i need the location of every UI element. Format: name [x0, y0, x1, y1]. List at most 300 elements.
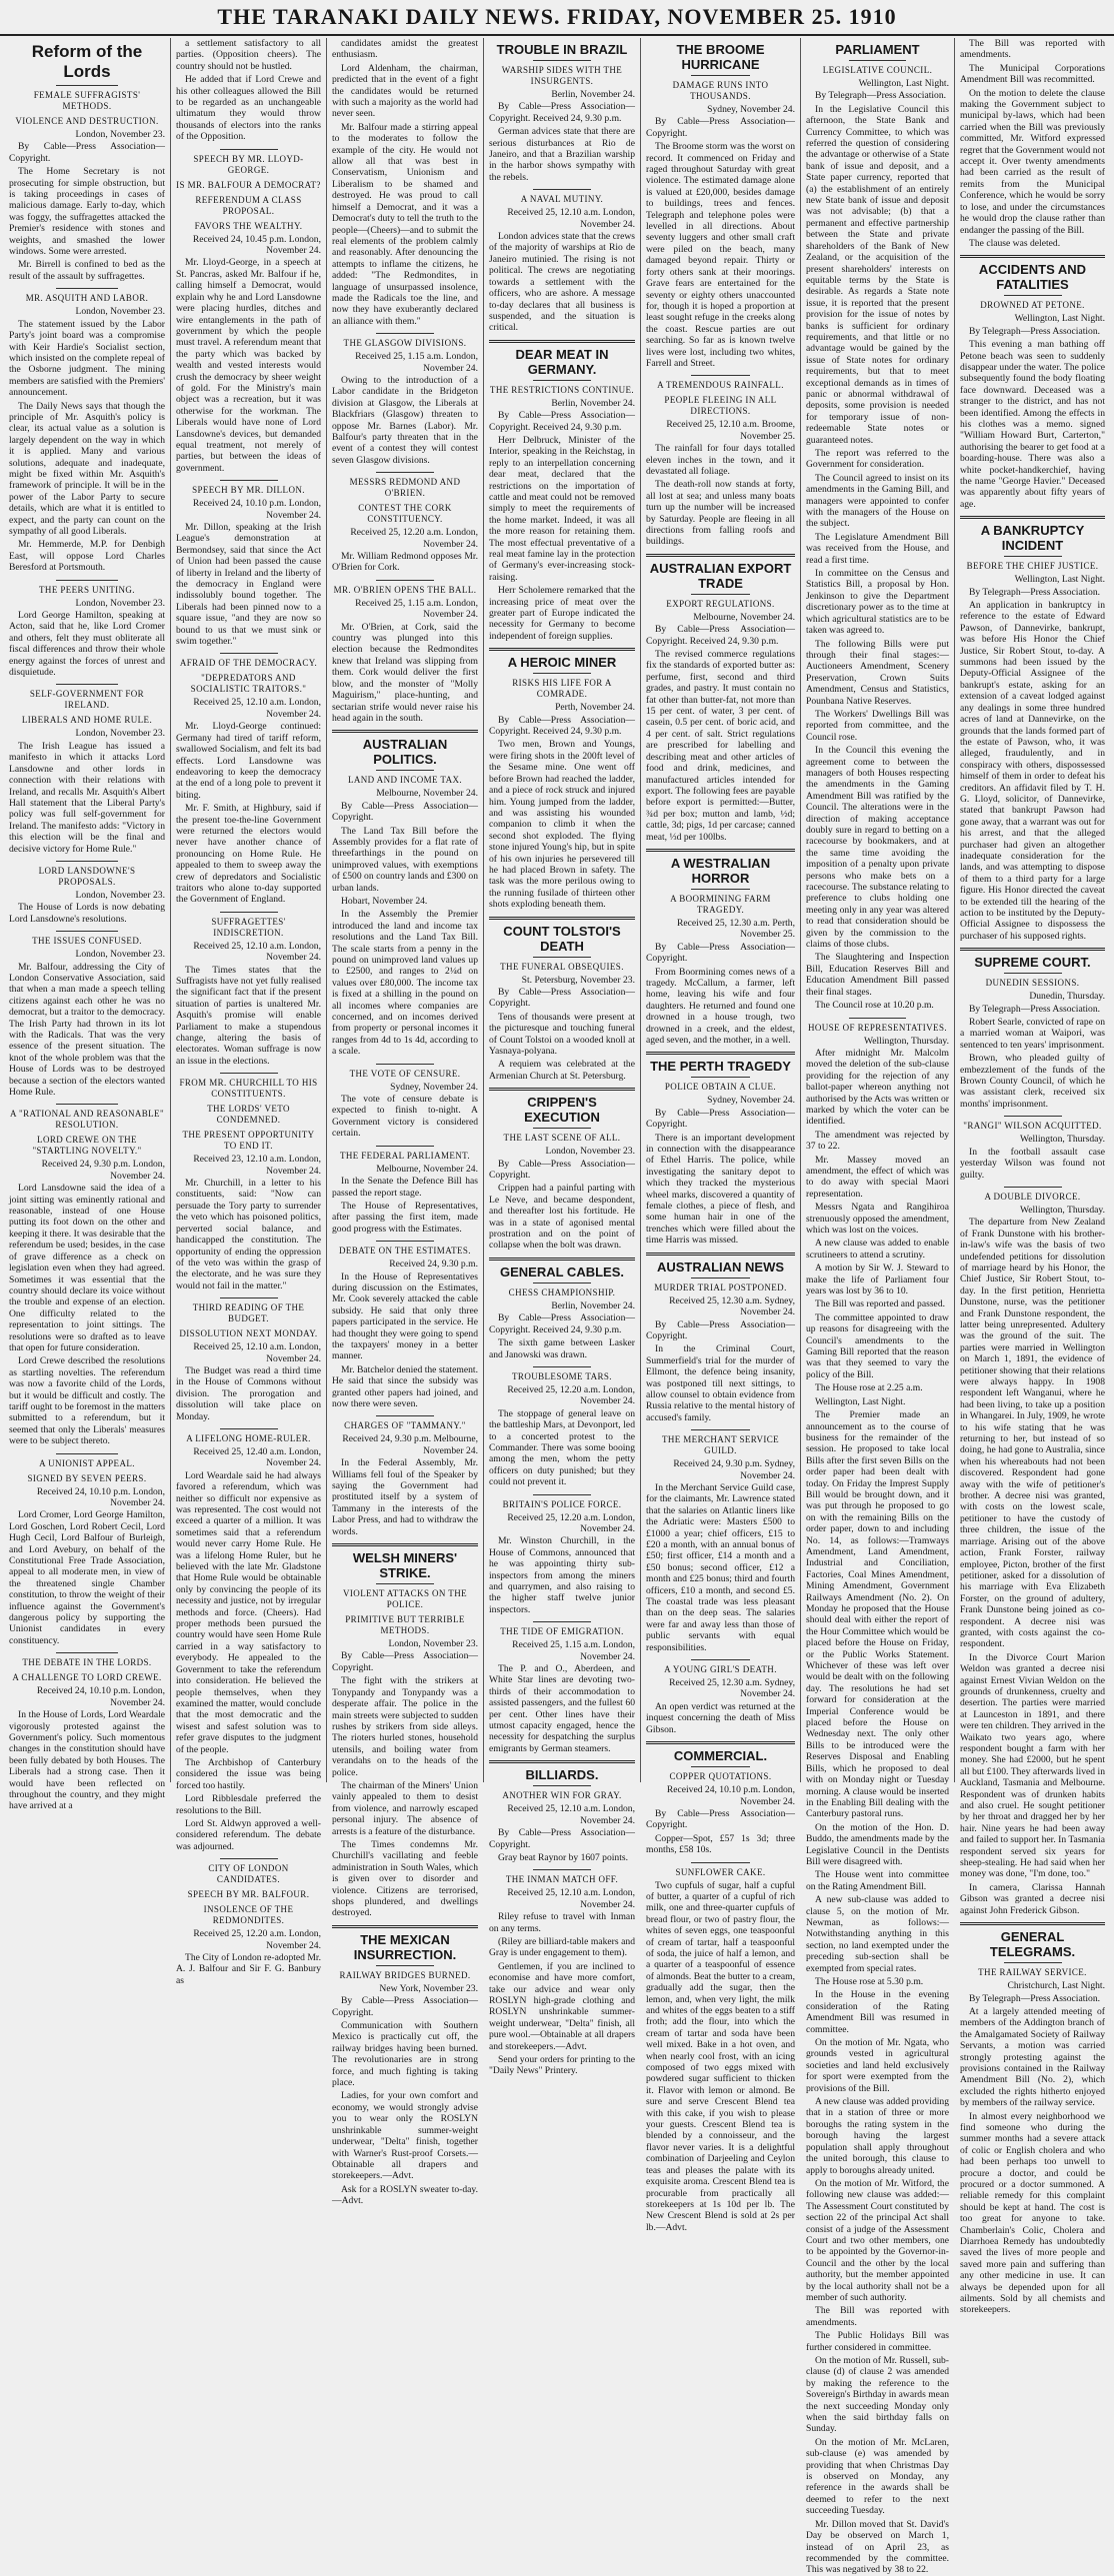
subsection-rule: [1004, 1187, 1062, 1188]
article-paragraph: The statement issued by the Labor Party's joint board was a compromise with Keir Hardie's Socialist section, which insisted on the complete repeal of the Osborne judgment. The mining members are satisfied with the Premiers' announcement.: [9, 318, 165, 399]
headline-rule: [533, 60, 591, 61]
article-subheading: THE VOTE OF CENSURE.: [349, 1068, 461, 1079]
article-paragraph: The sixth game between Lasker and Janowski was drawn.: [489, 1337, 635, 1360]
article-paragraph: The Municipal Corporations Amendment Bill was recommitted.: [960, 62, 1105, 86]
subsection-rule: [1004, 1116, 1062, 1117]
section-divider: [489, 648, 635, 651]
article-section: [9, 288, 165, 573]
article-paragraph: The Broome storm was the worst on record. It commenced on Friday and raged throughout Saturday with great violence. The estimated damage alone is valued at £20,000, besides damage to buildings, trees and fences. Telegraph and telephone poles were levelled in all directions. About seventy luggers and other small craft were piled on the beach, many damaged beyond repair. Thirty or forty others sank at their moorings. Grave fears are entertained for the seventy or eighty others unaccounted for, though it is hoped a proportion at least sought refuge in the creeks along the coast. Rescue parties are out searching. So far as is known twelve lives were lost, including two whites, Farrell and Street.: [646, 141, 795, 369]
article-headline: ACCIDENTS AND FATALITIES: [978, 262, 1087, 293]
article-subheading: A DOUBLE DIVORCE.: [984, 1191, 1081, 1202]
subsection-rule: [56, 861, 118, 862]
article-headline: A WESTRALIAN HORROR: [670, 855, 771, 886]
subsection-rule: [220, 1073, 278, 1074]
section-divider: [489, 917, 635, 920]
article-dateline: London, November 23.: [75, 129, 165, 140]
article-paragraph: By Cable—Press Association—Copyright.: [489, 986, 635, 1010]
article-paragraph: The House of Lords is now debating Lord Lansdowne's resolutions.: [9, 902, 165, 925]
article-paragraph: Robert Searle, convicted of rape on a married woman at Waipori, was sentenced to ten years' imprisonment.: [960, 1017, 1105, 1051]
article-subheading: MR. O'BRIEN OPENS THE BALL.: [333, 584, 477, 595]
subsection-rule: [533, 1366, 591, 1367]
subsection-rule: [56, 684, 118, 685]
article-subheading: CONTEST THE CORK CONSTITUENCY.: [358, 503, 452, 525]
article-paragraph: The Archbishop of Canterbury considered the issue was being forced too hastily.: [176, 1756, 321, 1791]
article-dateline: Received 24, 10.45 p.m. London, November 24.: [192, 233, 321, 257]
subsection-rule: [376, 1064, 434, 1065]
article-subheading: VIOLENT ATTACKS ON THE POLICE.: [343, 1588, 467, 1610]
article-dateline: Received 25, 12.10 a.m. London, November 24.: [193, 940, 321, 964]
article-paragraph: In the Legislative Council this afternoon, the State Bank and Currency Committee, to which was referred the question of considering the advantage or otherwise of a State bank of issue and deposit, and a State paper currency, reported that (a) the establishment of an entirely new State bank of issue and deposit was not advisable; (b) that a permanent and effective partnership between the State and private shareholders of the Bank of New Zealand, or the acquisition of the present shareholders' interests on equitable terms by the State is desirable. As regards a State note issue, it is reported that the present provision for the issue of notes by banks is sufficient for ordinary requirements, and that little or no advantage would be gained by the issue of State notes for ordinary requirements, but that to meet exceptional demands as in times of panic or abnormal withdrawal of deposits, some provision is needed for temporary issue of non-redeemable State notes or guaranteed notes.: [806, 103, 949, 446]
article-section: [960, 255, 1105, 510]
article-dateline: Wellington, Last Night.: [858, 78, 949, 89]
article-dateline: Received 25, 12.20 a.m. London, November 24.: [507, 1511, 635, 1534]
article-subheading: THE FEDERAL PARLIAMENT.: [339, 1150, 471, 1161]
article-paragraph: An open verdict was returned at the inquest concerning the death of Miss Gibson.: [646, 1700, 795, 1735]
article-subheading: SIGNED BY SEVEN PEERS.: [27, 1472, 147, 1483]
subsection-rule: [533, 1869, 591, 1870]
article-paragraph: A motion by Sir W. J. Steward to make the life of Parliament four years was lost by 36 to 10.: [806, 1263, 949, 1297]
section-divider: [332, 730, 478, 733]
article-paragraph: The death-roll now stands at forty, all lost at sea; and unless many boats turn up the number will be increased by Saturday. People are fleeing in all directions from falling roofs and buildings.: [646, 479, 795, 548]
section-divider: [960, 948, 1105, 951]
article-paragraph: Mr. Winston Churchill, in the House of Commons, announced that he was appointing thirty sub-inspectors from among the miners and quarrymen, and also raising to the higher staff twelve junior inspectors.: [489, 1535, 635, 1615]
article-paragraph: The report was referred to the Government for consideration.: [806, 448, 949, 471]
article-paragraph: The Daily News says that though the principle of Mr. Asquith's policy is clear, its actual value as a solution is largely dependent on the way in which it is applied. Many and various solutions, adequate and inadequate, might be fixed within Mr. Asquith's framework of principle. It will be in the power of the Labor Party to secure details, which are what it is entitled to expect, and the party can count on the sympathy of all good Liberals.: [9, 400, 165, 537]
article-headline: TROUBLE IN BRAZIL: [496, 42, 628, 57]
subsection-rule: [691, 1429, 751, 1430]
article-paragraph: The Council agreed to insist on its amendments in the Gaming Bill, and managers were appointed to confer with the managers of the House on the subject.: [806, 472, 949, 530]
article-subheading: A CHALLENGE TO LORD CREWE.: [12, 1672, 162, 1683]
article-paragraph: By Cable—Press Association—Copyright.: [9, 141, 165, 164]
article-subheading: A TREMENDOUS RAINFALL.: [657, 380, 784, 391]
article-subheading: THE TIDE OF EMIGRATION.: [500, 1626, 624, 1637]
article-subheading: INSOLENCE OF THE REDMONDITES.: [203, 1904, 294, 1926]
headline-rule: [533, 1283, 591, 1284]
article-headline: GENERAL TELEGRAMS.: [989, 1929, 1076, 1960]
article-dateline: Sydney, November 24.: [707, 1095, 795, 1107]
article-paragraph: There is an important development in connection with the disappearance of Ethel Harris. The police, while investigating the sanitary depot to which they tracked the mysterious wheel marks, discovered a quantity of female clothes, a piece of flesh, and some human hair in one of the trenches which were filled about the time Harris was missed.: [646, 1132, 795, 1247]
article-paragraph: Lord Lansdowne said the idea of a joint sitting was eminently rational and reasonable, instead of one House putting its foot down on the other and keeping it there. It was desirable that the referendum be used; besides, in the case of grave difference as a check on legislation even when they had agreed. Sometimes it was essential that the country should declare its voice without the trouble and expense of an election. One difficulty related to the representation to joint sittings. The resolutions were so drafted as to leave that open for future consideration.: [9, 1183, 165, 1353]
article-paragraph: Mr. Dillon moved that St. David's Day be observed on March 1, instead of on April 23, as recommended by the committee. This was negatived by 38 to 22.: [806, 2518, 949, 2576]
article-subheading: CHARGES OF "TAMMANY.": [344, 1420, 466, 1431]
article-subheading: RAILWAY BRIDGES BURNED.: [339, 1969, 471, 1980]
headline-rule: [1004, 556, 1062, 557]
article-headline: DEAR MEAT IN GERMANY.: [515, 346, 609, 377]
article-section: [806, 1018, 949, 2576]
article-paragraph: By Telegraph—Press Association.: [969, 586, 1101, 598]
article-dateline: Received 24, 10.10 p.m. London, November 24.: [36, 1485, 165, 1508]
article-paragraph: In the Assembly the Premier introduced the land and income tax resolutions and the Land Tax Bill. The scale starts from a penny in the pound on unimproved land values up to £2500, and ranges to 2¼d on values over £80,000. The income tax is fixed at a shilling in the pound on all incomes where companies are concerned, and on incomes derived from property or personal incomes it ranges from 4d to 1s 4d, according to a scale.: [332, 909, 478, 1058]
article-section: [489, 1869, 635, 2077]
headline-rule: [533, 1785, 591, 1786]
article-section: [646, 1862, 795, 2234]
article-subheading: LORD LANSDOWNE'S PROPOSALS.: [38, 865, 136, 887]
column-1: [4, 38, 170, 1812]
article-paragraph: a settlement satisfactory to all parties. (Opposition cheers). The country should not be hustled.: [176, 38, 321, 72]
article-subheading: A BOORMINING FARM TRAGEDY.: [670, 893, 771, 915]
article-subheading: A UNIONIST APPEAL.: [39, 1457, 135, 1468]
article-section: [960, 948, 1105, 1110]
article-paragraph: In the Council this evening the agreement come to between the managers of both Houses respecting the amendments in the Gaming Amendment Bill was ratified by the Council. The alterations were in the direction of making acceptance doubly sure in regard to betting on a racecourse by bookmakers, and at the same time avoiding the imposition of a penalty upon private persons who make bets on a racecourse. The substance relating to preference to clubs holding one meeting only in any year was altered to read that consideration should be given by the commission to the claims of those clubs.: [806, 745, 949, 951]
article-dateline: Received 24, 10.10 p.m. London, November 24.: [666, 1784, 795, 1807]
article-dateline: St. Petersburg, November 23.: [521, 974, 635, 986]
article-paragraph: Mr. William Redmond opposes Mr. O'Brien for Cork.: [332, 551, 478, 574]
article-paragraph: The Council rose at 10.20 p.m.: [815, 1000, 934, 1012]
article-paragraph: By Telegraph—Press Association.: [815, 90, 947, 102]
article-dateline: Received 25, 12.10 a.m. London, November 24.: [507, 207, 635, 230]
article-paragraph: Gentlemen, if you are inclined to economise and have more comfort, take our advice and wear only ROSLYN high-grade clothing and ROSLYN unshrinkable summer-weight underwear, "Delta" finish, all pure wool.—Obtainable at all drapers and storekeepers.—Advt.: [489, 1960, 635, 2052]
article-dateline: Received 25, 12.20 a.m. London, November 24.: [350, 527, 478, 550]
article-paragraph: The Times condemns Mr. Churchill's vacillating and feeble administration in South Wales, which is given over to disorder and violence. Citizens are terrorised, shops plundered, and dwellings destroyed.: [332, 1838, 478, 1919]
section-divider: [332, 1543, 478, 1546]
article-subheading: MESSRS REDMOND AND O'BRIEN.: [349, 477, 461, 499]
article-dateline: London, November 23.: [545, 1146, 635, 1158]
article-subheading: A LIFELONG HOME-RULER.: [186, 1432, 311, 1443]
article-paragraph: In the Senate the Defence Bill has passed the report stage.: [332, 1176, 478, 1199]
article-section: [646, 1253, 795, 1423]
article-dateline: London, November 23.: [388, 1638, 478, 1650]
subsection-rule: [220, 480, 278, 481]
article-paragraph: London advices state that the crews of the majority of warships at Rio de Janeiro mutinied. The rising is not political. The crews are negotiating towards a settlement with the officers, who are ashore. A message to-day declares that all business is suspended, and the situation is critical.: [489, 231, 635, 334]
article-paragraph: The Budget was read a third time in the House of Commons without division. The prorogation and dissolution will take place on Monday.: [176, 1364, 321, 1422]
article-subheading: FROM MR. CHURCHILL TO HIS CONSTITUENTS.: [179, 1078, 318, 1100]
article-dateline: London, November 23.: [75, 728, 165, 740]
headline-rule: [691, 1766, 751, 1767]
article-subheading: "RANGI" WILSON ACQUITTED.: [963, 1121, 1102, 1132]
article-paragraph: On the motion of Mr. Ngata, who grounds vested in agricultural societies and land held exclusively for sport were exempted from the provisions of the Bill.: [806, 2037, 949, 2094]
subsection-rule: [849, 1018, 906, 1019]
masthead-title: THE TARANAKI DAILY NEWS. FRIDAY, NOVEMBER 25. 1910: [217, 4, 897, 29]
article-paragraph: Tens of thousands were present at the picturesque and touching funeral of Count Tolstoi on a wooded knoll at Yasnaya-polyana.: [489, 1011, 635, 1057]
article-subheading: BEFORE THE CHIEF JUSTICE.: [966, 561, 1099, 572]
article-subheading: AFRAID OF THE DEMOCRACY.: [179, 658, 318, 669]
article-section: [332, 333, 478, 466]
article-paragraph: By Cable—Press Association—Copyright.: [332, 800, 478, 824]
article-paragraph: Lord St. Aldwyn approved a well-considered referendum. The debate was adjourned.: [176, 1817, 321, 1852]
article-paragraph: The fight with the strikers at Tonypandy and Tonypandy was a desperate affair. The police in the main streets were subjected to sudden rushes by strikers from side alleys. The rioters hurled stones, household utensils, and boiling water from verandahs on to the heads of the police.: [332, 1675, 478, 1778]
article-section: [489, 1760, 635, 1863]
article-paragraph: After midnight Mr. Malcolm moved the deletion of the sub-clause providing for the rejection of any ballot-paper whereon anything not authorised by the Acts was written or marked by which the voter can be identified.: [806, 1047, 949, 1128]
article-paragraph: The clause was deleted.: [969, 237, 1061, 249]
article-paragraph: Herr Delbruck, Minister of the Interior, speaking in the Reichstag, in reply to an interpellation concerning dear meat, declared that the restrictions on the importation of cattle and meat could not be removed simply to meet the requirements of the home market. Indeed, it was all the more reason for retaining them. The most effectual preventative of a real meat famine lay in the protection of Germany's ever-increasing stock-raising.: [489, 434, 635, 583]
article-dateline: Received 25, 12.30 a.m. Sydney, November 24.: [669, 1677, 795, 1700]
subsection-rule: [533, 1621, 591, 1622]
headline-rule: [691, 889, 751, 890]
article-paragraph: On the motion to delete the clause making the Government subject to municipal by-laws, which had been carried when the Bill was previously committed, Mr. Witford expressed regret that the Government would not accept it. Over twenty amendments had been carried as the result of remits from the Municipal Conference, which he would be sorry to lose, and under the circumstances he would drop the clause rather than endanger the passing of the Bill.: [960, 87, 1105, 236]
article-subheading: SPEECH BY MR. BALFOUR.: [187, 1889, 310, 1900]
article-paragraph: The Slaughtering and Inspection Bill, Education Reserves Bill and Education Amendment Bill passed their final stages.: [806, 952, 949, 998]
article-paragraph: The amendment was rejected by 37 to 22.: [806, 1129, 949, 1153]
article-section: [332, 730, 478, 1057]
article-subheading: PRIMITIVE BUT TERRIBLE METHODS.: [345, 1614, 465, 1636]
headline-rule: [1004, 1962, 1062, 1963]
article-paragraph: Ask for a ROSLYN sweater to-day.—Advt.: [332, 2183, 478, 2207]
headline-rule: [533, 673, 591, 674]
article-paragraph: Copper—Spot, £57 1s 3d; three months, £58 10s.: [646, 1832, 795, 1856]
article-paragraph: The Public Holidays Bill was further considered in committee.: [806, 2330, 949, 2353]
article-paragraph: By Cable—Press Association—Copyright.: [332, 1650, 478, 1673]
article-dateline: Berlin, November 24.: [551, 89, 635, 100]
article-section: [489, 648, 635, 910]
article-paragraph: On the motion of the Hon. D. Buddo, the amendments made by the Legislative Council in the Dentists Bill were disagreed with.: [806, 1821, 949, 1867]
article-dateline: London, November 23.: [75, 889, 165, 901]
article-subheading: VIOLENCE AND DESTRUCTION.: [15, 116, 159, 126]
article-subheading: LORD CREWE ON THE "STARTLING NOVELTY.": [32, 1135, 142, 1157]
article-subheading: HOUSE OF REPRESENTATIVES.: [807, 1022, 948, 1033]
article-subheading: CITY OF LONDON CANDIDATES.: [208, 1863, 289, 1885]
article-section: [646, 1052, 795, 1246]
subsection-rule: [533, 1494, 591, 1495]
article-paragraph: By Cable—Press Association—Copyright.: [646, 1318, 795, 1341]
article-paragraph: Mr. O'Brien, at Cork, said the country was plunged into this election because the Redmondites knew that Ireland was slipping from them. Cork would deliver the first blow, and the monster of "Molly Maguirism," place-hunting, and sectarian strife would never raise his head again in the south.: [332, 621, 478, 724]
article-dateline: Perth, November 24.: [555, 702, 635, 714]
article-subheading: DAMAGE RUNS INTO THOUSANDS.: [672, 80, 769, 101]
article-section: [332, 1146, 478, 1235]
article-paragraph: The Bill was reported and passed.: [815, 1298, 946, 1310]
article-paragraph: In the House of Representatives during discussion on the Estimates, Mr. Cook severely attacked the cable subsidy. He said that only three papers participated in the service. He had thought they were going to spend the taxpayers' money in a better manner.: [332, 1271, 478, 1362]
article-paragraph: On the motion of Mr. McLaren, sub-clause (e) was amended by providing that when Christmas Day is observed on Monday, any reference in the awards shall be deemed to refer to the next succeeding Tuesday.: [806, 2436, 949, 2517]
article-paragraph: By Cable—Press Association—Copyright. Received 24, 9.30 p.m.: [489, 410, 635, 433]
article-paragraph: Two cupfuls of sugar, half a cupful of butter, a quarter of a cupful of rich milk, one and three-quarter cupfuls of bread flour, or two of pastry flour, the whites of seven eggs, one teaspoonful of cream of tartar, half a teaspoonful of soda, the juice of half a lemon, and a quarter of a teaspoonful of essence of almonds. Beat the butter to a cream, gradually add the sugar, then the lemon, and, when very light, the milk and whites of the eggs beaten to a stiff froth; add the flour, into which the cream of tartar and soda have been well mixed. Bake in a hot oven, and when nearly cool frost, with an icing composed of two eggs mixed with powdered sugar sufficient to thicken it. Flavor with lemon or almond. Be sure and serve Crescent Blend tea with this cake, if you wish to please your guests. Crescent Blend tea is blended by a connoisseur, and the flavor never varies. It is a delightful combination of Darjeeling and Ceylon teas and pleases the palate with its exquisite aroma. Crescent Blend tea is procurable from practically all storekeepers at 1s 10d per lb. The New Crescent Blend is sold at 2s per lb.—Advt.: [646, 1879, 795, 2233]
article-section: [489, 340, 635, 643]
article-section: [176, 1858, 321, 1986]
article-subheading: LEGISLATIVE COUNCIL.: [822, 65, 933, 75]
article-section: [9, 580, 165, 679]
article-subheading: "DEPREDATORS AND SOCIALISTIC TRAITORS.": [190, 673, 307, 695]
article-section: [332, 1064, 478, 1140]
article-paragraph: The Premier made an announcement as to the course of business for the remainder of the session. He proposed to take local Bills after the first seven Bills on the order paper had been dealt with today. On Friday the Imprest Supply Bill would be brought down, and it was put through he proposed to go on with the remaining Bills on the order paper, down to and including No. 14, as follows:—Tramways Amendment, Land Amendment, Industrial and Conciliation, Factories, Coal Mines Amendment, Mining Amendment, Government Railways Amendment (No. 2). On Monday he proposed that the House should deal with either the report of the Hour Committee which would be placed before the House on Friday, or the Public Works Statement. Whichever of these was left over would be dealt with on the following day. The resolutions he had set forward for consideration at the Imperial Conference would be placed before the House on Wednesday next. The only other Bills to be introduced were the Reserves Disposal and Enabling Bills, which he proposed to deal with on Monday night or Tuesday morning. A clause would be inserted in the Enabling Bill dealing with the Canterbury pastoral runs.: [806, 1409, 949, 1820]
article-headline: THE BROOME HURRICANE: [676, 42, 765, 72]
article-paragraph: The departure from New Zealand of Frank Dunstone with his brother-in-law's wife was the basis of two undefended petitions for dissolution of marriage heard by his Honor, the Chief Justice, Sir Robert Stout, to-day. In the first petition, Henrietta Dunstone, nurse, was the petitioner and Frank Dunstone respondent, the latter being unrepresented. Adultery was the ground of the suit. The parties were married in Wellington on March 1, 1891, the evidence of petitioner showing that their relations were always happy. In 1908 respondent left Wanganui, where he had been living, to take up a position in Whangarei. In July, 1909, he wrote to his wife stating that he was returning to her, but instead of so doing, he had gone to Australia, since when his whereabouts had not been discovered. Respondent had gone away with the wife of petitioner's brother. A decree nisi was granted, with costs on the lowest scale, petitioner to have the custody of three children, the issue of the marriage. Arising out of the above action, Frank Forster, railway employee, Picton, brother of the first petitioner, asked for a dissolution of his marriage with Eva Elizabeth Forster, on the ground of adultery, Frank Dunstone being joined as co-respondent. A decree nisi was granted, with costs against the co-respondent.: [960, 1217, 1105, 1650]
article-paragraph: In the Federal Assembly, Mr. Williams fell foul of the Speaker by saying the Government had prostituted itself by a system of Tammany in the interests of the Labor Press, and had to withdraw the words.: [332, 1457, 478, 1537]
article-subheading: THE DEBATE IN THE LORDS.: [22, 1657, 152, 1668]
article-section: [960, 1187, 1105, 1916]
article-paragraph: An application in bankruptcy in reference to the estate of Edward Pawson, of Dannevirke, bankrupt, was before His Honor the Chief Justice, Sir Robert Stout, to-day. A summons had been issued by the Deputy-Official Assignee of the bankrupt's estate, asking for an extension of a caveat lodged against any dealings in some three hundred acres of land at Dannevirke, on the grounds that the lands formed part of the estate of Pawson, who, it was alleged, fraudulently, and in conspiracy with others, dispossessed himself of them in order to defeat his creditors. An affidavit filed by T. H. G. Lloyd, solicitor, of Dannevirke, stated that bankrupt Pawson had gone away, that a warrant was out for his arrest, and that the alleged purchaser had given an altogether inadequate consideration for the lands, and was attempting to dispose of them to a third party for a large figure. His Honor directed the caveat to be extended till the hearing of the action to be instituted by the Deputy-Official Assignee to dispossess the purchaser of his supposed rights.: [960, 600, 1105, 942]
article-paragraph: By Telegraph—Press Association.: [969, 1003, 1101, 1015]
article-paragraph: By Cable—Press Association—Copyright.: [646, 941, 795, 965]
article-headline: A HEROIC MINER: [507, 655, 617, 671]
article-dateline: Received 25, 12.10 a.m. London, November 24.: [193, 697, 321, 720]
headline-rule: [1004, 295, 1062, 296]
article-paragraph: The House rose at 2.25 a.m.: [815, 1382, 923, 1394]
article-paragraph: Lord Cromer, Lord George Hamilton, Lord Goschen, Lord Robert Cecil, Lord Hugh Cecil, Lord Balfour of Burleigh, and Lord Avebury, on behalf of the Constitutional Free Trade Association, appeal to all moderate men, in view of the threatened single Chamber constitution, to throw the weight of their influence against the Government's dangerous policy by supporting the Unionist candidates in every constituency.: [9, 1509, 165, 1646]
article-section: [332, 1415, 478, 1537]
article-section: [332, 38, 478, 327]
article-subheading: SUNFLOWER CAKE.: [675, 1866, 766, 1877]
article-dateline: Wellington, Last Night.: [1014, 313, 1105, 325]
article-paragraph: By Cable—Press Association—Copyright.: [489, 1158, 635, 1182]
article-subheading: A NAVAL MUTINY.: [520, 194, 604, 205]
article-paragraph: Mr. Lloyd-George, in a speech at St. Pancras, asked Mr. Balfour if he, calling himself a Democrat, would explain why he and Lord Lansdowne were placing hurdles, ditches and wire entanglements in the path of government by which the people must travel. A referendum meant that the party which was backed by wealth and vested interests would crush the democracy by sheer weight of gold. For the Ministry's main object was a recreation, but it was otherwise for the workman. The Liberals would have none of Lord Lansdowne's devices, but demanded equal treatment, not merely of parties, but between the ideas of government.: [176, 257, 321, 474]
subsection-rule: [56, 1104, 118, 1105]
article-subheading: DEBATE ON THE ESTIMATES.: [339, 1246, 471, 1257]
article-section: [176, 480, 321, 647]
article-paragraph: This evening a man bathing off Petone beach was seen to suddenly disappear under the water. The police subsequently found the body floating face downward. Deceased was a stranger to the district, and has not been identified. Among the effects in his clothes was a memo. signed "William Howard Burt, Carterton," authorising the bearer to get food at a boarding-house. There was also a white pocket-handkerchief, having the name "George Havier." Deceased was apparently about fifty years of age.: [960, 339, 1105, 510]
subsection-rule: [56, 288, 118, 289]
article-section: [9, 1453, 165, 1647]
masthead: [0, 0, 1114, 36]
article-subheading: THE GLASGOW DIVISIONS.: [343, 338, 467, 349]
article-dateline: London, November 23.: [75, 949, 165, 961]
article-paragraph: The House went into committee on the Rating Amendment Bill.: [806, 1869, 949, 1892]
article-paragraph: On the motion of Mr. Russell, sub-clause (d) of clause 2 was amended by making the reference to the Sovereign's Birthday in awards mean the next succeeding Monday only when the said birthday falls on Sunday.: [806, 2355, 949, 2435]
article-section: [176, 653, 321, 905]
article-subheading: FEMALE SUFFRAGISTS' METHODS.: [33, 90, 141, 111]
article-dateline: Received 24, 10.10 p.m. London, November 24.: [36, 1685, 165, 1708]
article-subheading: WARSHIP SIDES WITH THE INSURGENTS.: [501, 65, 623, 86]
article-paragraph: In the House in the evening consideration of the Rating Amendment Bill was resumed in committee.: [806, 1989, 949, 2035]
article-subheading: THE ISSUES CONFUSED.: [32, 936, 142, 947]
subsection-rule: [376, 333, 434, 334]
headline-rule: [849, 60, 906, 61]
article-subheading: DISSOLUTION NEXT MONDAY.: [179, 1328, 318, 1339]
article-dateline: Received 24, 9.30 p.m. London, November 24.: [41, 1159, 165, 1182]
article-subheading: SELF-GOVERNMENT FOR IRELAND.: [29, 689, 145, 711]
article-section: [176, 149, 321, 475]
column-7: [954, 38, 1110, 2316]
subsection-rule: [691, 1862, 751, 1863]
article-paragraph: Send your orders for printing to the "Daily News" Printery.: [489, 2054, 635, 2077]
article-paragraph: A requiem was celebrated at the Armenian Church at St. Petersburg.: [489, 1059, 635, 1082]
article-paragraph: Mr. Balfour made a stirring appeal to the moderates to follow the example of the city. He would not allow all that was best in Conservatism, Unionism and Liberalism to be shamed and destroyed. He was proud to call himself a Democrat, and it was a Democrat's duty to tell the truth to the people—(Cheers)—and to submit the real elements of the problem calmly and reasonably. After denouncing the attempts to inflame the citizens, he added: "The Redmondites, in language of unsurpassed insolence, made the Radicals toe the line, and now they have exuberantly declared an alliance with them.": [332, 121, 478, 327]
article-paragraph: By Cable—Press Association—Copyright.: [646, 1107, 795, 1131]
article-paragraph: Lord Weardale said he had always favored a referendum, which was neither so difficult nor expensive as was represented. The cost would not exceed a quarter of a million. It was sometimes said that a referendum would never carry Home Rule. He was a lifelong Home Ruler, but he believed with the late Mr. Gladstone that Home Rule would be obtainable only by convincing the people of its necessity and justice, not by irregular methods and force. (Cheers). Had proper methods been pursued the country would have seen Home Rule carried in a way satisfactory to everybody. He appealed to the Government to take the referendum into consideration. He believed the people themselves, when they examined the matter, would conclude that the most democratic and the wisest and safest solution was to refer grave disputes to the judgment of the people.: [176, 1469, 321, 1755]
article-dateline: Received 25, 12.10 a.m. London, November 24.: [507, 1887, 635, 1910]
article-paragraph: Wellington, Last Night.: [815, 1395, 906, 1407]
section-divider: [489, 1088, 635, 1091]
subsection-rule: [56, 931, 118, 932]
article-headline: COMMERCIAL.: [673, 1748, 768, 1764]
subsection-rule: [56, 1652, 118, 1653]
article-paragraph: At a largely attended meeting of members of the Addington branch of the Amalgamated Society of Railway Servants, a motion was carried strongly protesting against the provisions contained in the Railway Amendment Bill (No. 2), which excluded the rights hitherto enjoyed by members of the railway service.: [960, 2005, 1105, 2109]
article-subheading: A "RATIONAL AND REASONABLE" RESOLUTION.: [9, 1109, 165, 1131]
article-subheading: THE PRESENT OPPORTUNITY TO END IT.: [182, 1130, 315, 1152]
article-dateline: Received 24, 9.30 p.m. Melbourne, November 24.: [342, 1433, 478, 1456]
article-headline: PARLIAMENT: [835, 42, 920, 57]
article-section: [489, 189, 635, 333]
subsection-rule: [220, 1428, 278, 1429]
article-paragraph: In the Divorce Court Marion Weldon was granted a decree nisi against Ernest Vivian Weldon on the grounds of drunkenness, cruelty and desertion. The parties were married at Launceston in 1891, and there were ten children. They arrived in the Waikato two years ago, where respondent bought a farm with her money. She had £2000, but he spent all but £100. They afterwards lived in Auckland, Tasmania and Melbourne. Respondent was of drunken habits and also cruel. He sought petitioner by her throat and dragged her by her hair. Nine years he had been away and failed to support her. In Tasmania respondent served six years for sheep-stealing. He had said when her money was done, "I'm done, too.": [960, 1651, 1105, 1880]
column-container: [4, 38, 1110, 2576]
article-dateline: Received 25, 1.15 a.m. London, November 24.: [512, 1639, 635, 1662]
article-subheading: FAVORS THE WEALTHY.: [194, 220, 303, 231]
article-dateline: Melbourne, November 24.: [376, 1163, 478, 1175]
article-paragraph: Mr. Batchelor denied the statement. He said that since the subsidy was granted other papers had joined, and now there were seven.: [332, 1363, 478, 1409]
article-paragraph: candidates amidst the greatest enthusiasm.: [332, 38, 478, 61]
column-5: [640, 38, 800, 2233]
article-subheading: SPEECH BY MR. DILLON.: [192, 485, 305, 496]
article-paragraph: Lord George Hamilton, speaking at Acton, said that he, like Lord Cromer and others, felt they must obliterate all fiscal differences and throw their whole energy against the forces of unrest and disquietude.: [9, 610, 165, 679]
article-section: [9, 1104, 165, 1446]
article-dateline: Received 24, 10.10 p.m. London, November 24.: [192, 498, 321, 521]
article-section: [332, 1543, 478, 1919]
column-6: [800, 38, 954, 2576]
article-paragraph: German advices state that there are serious disturbances at Rio de Janeiro, and that a Brazilian warship in the harbor shows sympathy with the rebels.: [489, 126, 635, 183]
article-paragraph: In the football assault case yesterday Wilson was found not guilty.: [960, 1146, 1105, 1181]
article-dateline: Christchurch, Last Night.: [1007, 1980, 1105, 1992]
section-divider: [489, 1258, 635, 1261]
column-4: [483, 38, 640, 2077]
headline-rule: [691, 1077, 751, 1078]
article-dateline: Wellington, Thursday.: [1019, 1204, 1105, 1216]
article-paragraph: Messrs Ngata and Rangihiroa strenuously opposed the amendment, which was lost on the voices.: [806, 1202, 949, 1236]
article-paragraph: A new sub-clause was added to clause 5, on the motion of Mr. Newman, as follows:—Notwithstanding anything in this section, no land exempted under the preceding sub-section shall be exempted from special rates.: [806, 1894, 949, 1974]
article-paragraph: On the motion of Mr. Witford, the following new clause was added:—The Assessment Court constituted by section 22 of the principal Act shall consist of a judge of the Assessment Court and two other members, one to be appointed by the Governor-in-Council and the other by the local authority, but the member appointed by the local authority shall not be a member of such authority.: [806, 2177, 949, 2303]
article-subheading: A YOUNG GIRL'S DEATH.: [664, 1664, 777, 1675]
article-section: [176, 1297, 321, 1422]
article-section: [646, 849, 795, 1046]
article-dateline: Received 25, 1.15 a.m. London, November 24.: [355, 351, 478, 374]
article-section: [960, 38, 1105, 249]
headline-rule: [691, 594, 751, 595]
subsection-rule: [376, 580, 434, 581]
article-section: [489, 1621, 635, 1754]
article-section: [176, 1428, 321, 1852]
article-paragraph: Lord Crewe described the resolutions as startling novelties. The referendum was now a favorite child of the Lords, but it would be difficult and costly. The tariff ought to be foremost in the matters submitted to a referendum, but it seemed that only the Liberals' measures were to be subject thereto.: [9, 1355, 165, 1447]
article-paragraph: Mr. Balfour, addressing the City of London Conservative Association, said that when a man made a speech telling citizens against each other he was no democrat, but a traitor to the democracy. The Irish Party had thrown in its lot with the Radicals. That was the very essence of the present situation. The knot of the whole problem was that the House of Lords was to be destroyed because a section of the electors wanted Home Rule.: [9, 961, 165, 1099]
article-paragraph: Lord Aldenham, the chairman, predicted that in the event of a fight the candidates would be returned with such a majority as the world had never seen.: [332, 62, 478, 120]
article-section: [9, 931, 165, 1098]
headline-rule: [691, 1278, 751, 1279]
article-paragraph: The P. and O., Aberdeen, and White Star lines are devoting two-thirds of their accommodation to assisted passengers, and the fullest 60 per cent. Other lines have their utmost capacity engaged, hence the necessity for despatching the surplus emigrants by German steamers.: [489, 1663, 635, 1754]
article-dateline: London, November 23.: [75, 306, 165, 318]
subsection-rule: [376, 472, 434, 473]
article-section: [489, 917, 635, 1083]
article-paragraph: (Riley are billiard-table makers and Gray is under engagement to them).: [489, 1935, 635, 1959]
article-paragraph: Mr. Lloyd-George continued: Germany had tired of tariff reform, swallowed Socialism, and felt its bad effects. Lord Lansdowne was endeavoring to keep the democracy at the end of a long pole to prevent it biting.: [176, 721, 321, 801]
article-paragraph: The Workers' Dwellings Bill was reported from committee, and the Council rose.: [806, 708, 949, 743]
article-section: [9, 861, 165, 925]
article-subheading: THE LORDS' VETO CONDEMNED.: [207, 1104, 290, 1126]
article-section: [646, 1741, 795, 1855]
article-section: [176, 38, 321, 143]
article-headline: THE PERTH TRAGEDY: [650, 1059, 791, 1075]
article-dateline: Received 25, 12.20 a.m. London, November 24.: [507, 1383, 635, 1407]
headline-rule: [56, 85, 118, 86]
headline-rule: [1004, 973, 1062, 974]
article-paragraph: In the Criminal Court, Summerfield's trial for the murder of Ellmont, the defence being insanity, was postponed till next sittings, to allow counsel to obtain evidence from Russia relative to the mental history of accused's family.: [646, 1343, 795, 1423]
section-divider: [960, 516, 1105, 519]
article-paragraph: The House rose at 5.30 p.m.: [815, 1976, 924, 1987]
article-paragraph: By Cable—Press Association—Copyright. Received 24, 9.30 p.m.: [489, 714, 635, 738]
article-paragraph: In the Merchant Service Guild case, for the claimants, Mr. Lawrence stated that the salaries on Atlantic liners like the Adriatic were: Masters £500 to £1000 a year; chief officers, £15 to £20 a month, with an annual bonus of £50; first officer, £14 a month and a £50 bonus; second officer, £12 a month and £25 bonus; third and fourth officers, £10 a month, and second £5. The coastal trade was less pleasant than on the deep seas. The salaries were far and away less than those of public servants with equal responsibilities.: [646, 1481, 795, 1653]
article-dateline: Received 25, 12.40 a.m. London, November 24.: [193, 1445, 321, 1469]
article-subheading: THE PEERS UNITING.: [39, 584, 135, 595]
article-paragraph: The following Bills were put through their final stages:—Auctioneers Amendment, Scenery Preservation, Crown Suits Amendment, Census and Statistics, Pounbana Native Reserves.: [806, 638, 949, 707]
article-paragraph: Hobart, November 24.: [341, 895, 428, 907]
headline-rule: [533, 1128, 591, 1129]
article-section: [960, 1922, 1105, 2316]
article-paragraph: Riley refuse to travel with Inman on any terms.: [489, 1911, 635, 1934]
article-paragraph: Herr Scholemere remarked that the increasing price of meat over the greater part of Europe indicated the necessity for Germany to become independent of foreign supplies.: [489, 585, 635, 642]
article-paragraph: Mr. Churchill, in a letter to his constituents, said: "Now can persuade the Tory party to surrender the veto which has poisoned politics, perverted social balance, and handicapped the constitution. The opportunity of ending the oppression of the veto was within the grasp of the electorate, and he was sure they would not fail in the matter.": [176, 1178, 321, 1291]
article-paragraph: By Cable—Press Association—Copyright.: [646, 1807, 795, 1831]
article-paragraph: In committee on the Census and Statistics Bill, a proposal by Hon. Jenkinson to give the Department discretionary power as to the time at which agricultural statistics are to be taken was agreed to.: [806, 568, 949, 637]
subsection-rule: [376, 1146, 434, 1147]
article-paragraph: The revised commerce regulations fix the standards of exported butter as: perfume, first, second and third grades, and pastry. It must contain no fat other than butter-fat, not more than 15 per cent. of water, 3 per cent. of casein, 0.5 per cent. of boric acid, and 4 per cent. of salt. Strict regulations are prescribed for labelling and describing meat and other articles of food and drink, medicines, and manufactured articles intended for export. The following fees are payable before export is permitted:—Butter, ¾d per box; mutton and lamb, ½d; cattle, 3d; pigs, 1d per carcase; canned meat, ⅓d per 100lbs.: [646, 649, 795, 843]
article-paragraph: The City of London re-adopted Mr. A. J. Balfour and Sir F. G. Banbury as: [176, 1952, 321, 1986]
article-dateline: Received 24, 9.30 p.m. Sydney, November 24.: [673, 1458, 795, 1481]
article-subheading: SPEECH BY MR. LLOYD-GEORGE.: [193, 153, 304, 175]
article-paragraph: The Legislature Amendment Bill was received from the House, and read a first time.: [806, 531, 949, 566]
article-subheading: THE RESTRICTIONS CONTINUE.: [489, 384, 635, 395]
article-headline: A BANKRUPTCY INCIDENT: [980, 523, 1085, 554]
article-paragraph: In the House of Lords, Lord Weardale vigorously protested against the Government's policy. Such momentous changes in the constitution should have been fully debated by both Houses. The Liberals had a strong case. Then it would have been reflected on throughout the country, and they might have arrived at a: [9, 1709, 165, 1812]
subsection-rule: [376, 1415, 434, 1416]
subsection-rule: [376, 1241, 434, 1242]
section-divider: [646, 1741, 795, 1744]
article-paragraph: In almost every neighborhood we find someone who during the summer months had a severe attack of colic or English cholera and who had been perhaps too unwell to procure a doctor, and could be procured or a doctor summoned. A reliable remedy for this complaint should be kept at hand. The cost is too great for anyone to take. Chamberlain's Colic, Cholera and Diarrhoea Remedy has undoubtedly saved the lives of more people and saved more pain and suffering than any other medicine in use. It can always be depended upon for all ailments. Sold by all chemists and storekeepers.: [960, 2110, 1105, 2316]
